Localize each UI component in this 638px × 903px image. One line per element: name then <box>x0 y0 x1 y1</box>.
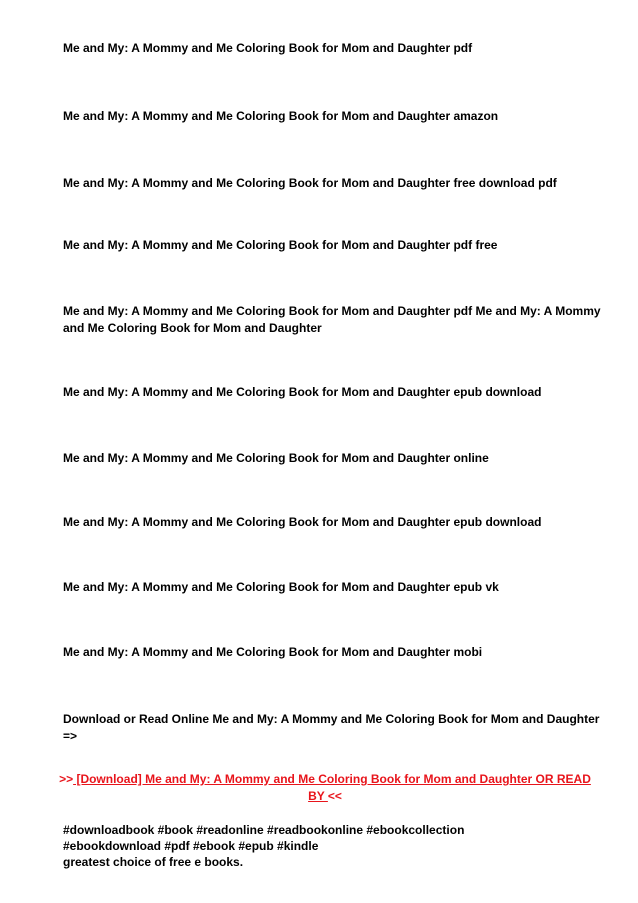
keyword-line-pdf-free: Me and My: A Mommy and Me Coloring Book for Mom and Daughter pdf free <box>63 238 498 252</box>
keyword-line-mobi: Me and My: A Mommy and Me Coloring Book for Mom and Daughter mobi <box>63 645 483 659</box>
keyword-line-online: Me and My: A Mommy and Me Coloring Book for Mom and Daughter online <box>63 451 489 465</box>
keyword-line-free-download-pdf: Me and My: A Mommy and Me Coloring Book for Mom and Daughter free download pdf <box>63 176 557 190</box>
download-prompt: Download or Read Online Me and My: A Mommy and Me Coloring Book for Mom and Daughter => <box>63 712 600 743</box>
hashtag-line-2: #ebookdownload #pdf #ebook #epub #kindle <box>63 839 319 853</box>
keyword-line-pdf-title: Me and My: A Mommy and Me Coloring Book for Mom and Daughter pdf Me and My: A Mommy and Me Coloring Book for Mom and Daughter <box>63 304 601 335</box>
hashtag-line-1: #downloadbook #book #readonline #readbookonline #ebookcollection <box>63 823 465 837</box>
download-link[interactable]: [Download] Me and My: A Mommy and Me Coloring Book for Mom and Daughter OR READ BY <box>73 772 591 803</box>
keyword-line-epub-vk: Me and My: A Mommy and Me Coloring Book for Mom and Daughter epub vk <box>63 580 499 594</box>
tagline: greatest choice of free e books. <box>63 855 244 869</box>
keyword-line-epub-download-2: Me and My: A Mommy and Me Coloring Book for Mom and Daughter epub download <box>63 515 542 529</box>
hashtag-block <box>63 822 608 870</box>
keyword-line-amazon: Me and My: A Mommy and Me Coloring Book for Mom and Daughter amazon <box>63 109 499 123</box>
cta-suffix: << <box>327 789 342 803</box>
download-cta <box>50 771 600 805</box>
cta-prefix: >> <box>59 772 74 786</box>
keyword-line-pdf: Me and My: A Mommy and Me Coloring Book for Mom and Daughter pdf <box>63 41 473 55</box>
keyword-line-epub-download: Me and My: A Mommy and Me Coloring Book for Mom and Daughter epub download <box>63 385 542 399</box>
